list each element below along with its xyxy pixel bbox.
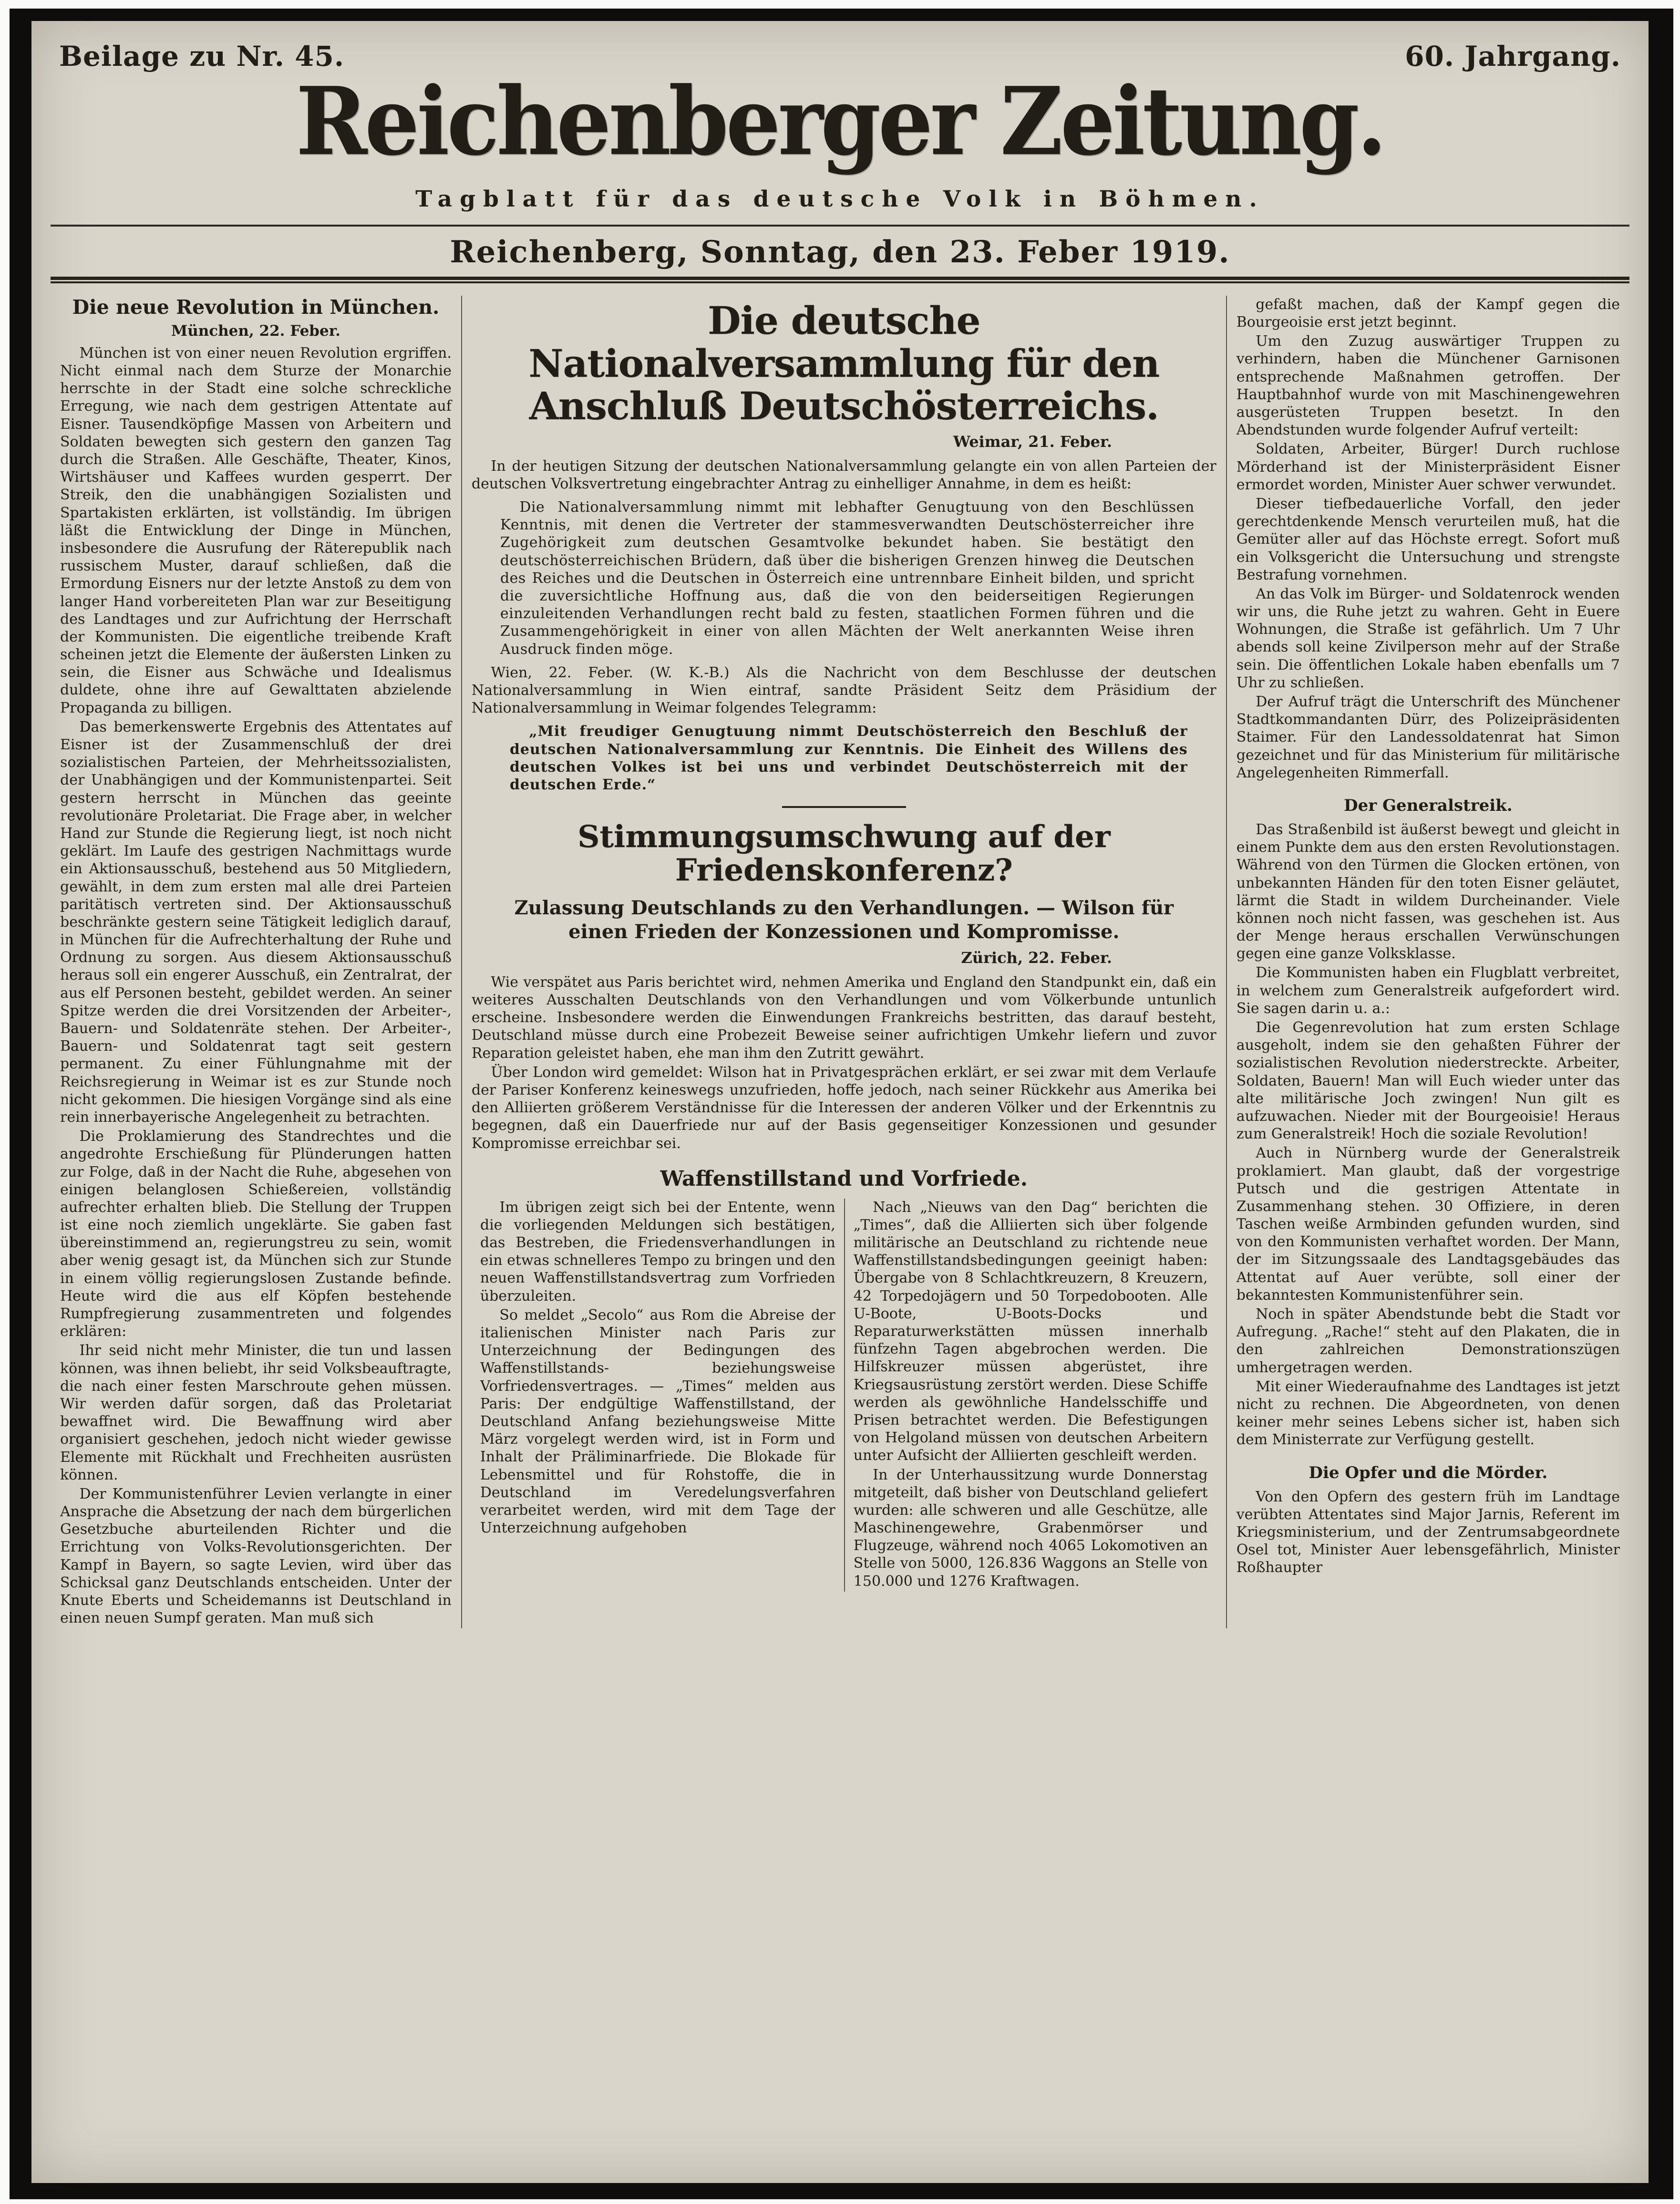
paragraph: Von den Opfern des gestern früh im Landtage verübten Attentates sind Major Jarnis, Referent im Kriegsministerium, und der Zentrumsabgeordnete Osel tot, Minister Auer lebensgefährlich, Minister Roßhaupter xyxy=(1236,1488,1620,1576)
paragraph: Nach „Nieuws van den Dag“ berichten die „Times“, daß die Alliierten sich über folgende militärische an Deutschland zu richtende neue Waffenstillstandsbedingungen geeinigt haben: Übergabe von 8 Schlachtkreuzern, 8 Kreuzern, 42 Torpedojägern und 50 Torpedobooten. Alle U-Boote, U-Boots-Docks und Reparaturwerkstätten müssen innerhalb fünfzehn Tagen abgebrochen werden. Die Hilfskreuzer müssen abgerüstet, ihre Kriegsausrüstung zerstört werden. Diese Schiffe werden als gewöhnliche Handelsschiffe und Prisen betrachtet werden. Die Befestigungen von Helgoland müssen von deutschen Arbeitern unter Aufsicht der Alliierten geschleift werden. xyxy=(853,1199,1208,1464)
masthead-subtitle: Tagblatt für das deutsche Volk in Böhmen. xyxy=(415,186,1265,212)
article-national-assembly xyxy=(472,300,1216,794)
paragraph: Wie verspätet aus Paris berichtet wird, nehmen Amerika und England den Standpunkt ein, daß ein weiteres Ausschalten Deutschlands von den Verhandlungen und vom Völkerbunde untunlich erscheine. Insbesondere werden die Einwendungen Frankreichs bestritten, das darauf besteht, Deutschland müsse durch eine Probezeit Beweise seiner aufrichtigen Umkehr liefern und zuvor Reparation geleistet haben, ehe man ihm den Zutritt gewährt. xyxy=(471,973,1216,1062)
paragraph: Die Gegenrevolution hat zum ersten Schlage ausgeholt, indem sie den gehaßten Führer der sozialistischen Revolution niederstreckte. Arbeiter, Soldaten, Bauern! Man will Euch wieder unter das alte militärische Joch zwingen! Nun gilt es aufzuwachen. Nieder mit der Bourgeoisie! Heraus zum Generalstreik! Hoch die soziale Revolution! xyxy=(1236,1019,1620,1143)
paragraph: Über London wird gemeldet: Wilson hat in Privatgesprächen erklärt, er sei zwar mit dem Verlaufe der Pariser Konferenz keineswegs unzufrieden, hoffe jedoch, nach seiner Rückkehr aus Amerika bei den Alliierten größerem Verständnisse für die Interessen der anderen Völker und der Erkenntnis zu begegnen, daß ein Dauerfriede nur auf der Basis gegenseitiger Konzessionen und gesunder Kompromisse erreichbar sei. xyxy=(471,1064,1216,1152)
paragraph: Auch in Nürnberg wurde der Generalstreik proklamiert. Man glaubt, daß der vorgestrige Putsch und die gestrigen Attentate in Zusammenhang stehen. 30 Offiziere, in deren Taschen weiße Armbinden gefunden wurden, sind von den Kommunisten verhaftet worden. Der Mann, der im Sitzungssaale des Landtagsgebäudes das Attentat auf Auer verübte, soll einer der bekanntesten Kommunistenführer sein. xyxy=(1236,1145,1620,1304)
article-headline: Waffenstillstand und Vorfriede. xyxy=(660,1166,1028,1191)
telegram-extract xyxy=(510,723,1188,794)
article-body xyxy=(60,344,452,1627)
section-title-generalstreik: Der Generalstreik. xyxy=(1344,796,1513,815)
article-subhead: Zulassung Deutschlands zu den Verhandlungen. — Wilson für einen Frieden der Konzessionen und Kompromisse. xyxy=(514,896,1174,943)
paragraph: gefaßt machen, daß der Kampf gegen die Bourgeoisie erst jetzt beginnt. xyxy=(1236,296,1620,331)
issue-note: Beilage zu Nr. 45. xyxy=(59,40,345,72)
munich-continuation xyxy=(1237,296,1620,782)
paragraph: Das bemerkenswerte Ergebnis des Attentates auf Eisner ist der Zusammenschluß der drei sozialistischen Parteien, der Mehrheitssozialisten, der Unabhängigen und der Kommunistenpartei. Seit gestern herrscht in München das geeinte revolutionäre Proletariat. Die Frage aber, in welcher Hand zur Stunde die Regierung liegt, ist noch nicht geklärt. Im Laufe des gestrigen Nachmittags wurde ein Aktionsausschuß, bestehend aus 50 Mitgliedern, gewählt, in dem zum ersten mal alle drei Parteien paritätisch vertreten sind. Der Aktionsausschuß beschränkte gestern seine Tätigkeit lediglich darauf, in München für die Aufrechterhaltung der Ruhe und Ordnung zu sorgen. Aus diesem Aktionsausschuß heraus soll ein engerer Ausschuß, ein Zentralrat, der aus elf Personen besteht, gebildet werden. An seiner Spitze werden die drei Vorsitzenden der Arbeiter-, Bauern- und Soldatenräte stehen. Der Arbeiter-, Bauern- und Soldatenrat tagt seit gestern permanent. Zu einer Fühlungnahme mit der Reichsregierung in Weimar ist es zur Stunde noch nicht gekommen. Die hiesigen Vorgänge sind als eine rein innerbayerische Angelegenheit zu betrachten. xyxy=(60,718,452,1126)
paragraph: Dieser tiefbedauerliche Vorfall, den jeder gerechtdenkende Mensch verurteilen muß, hat die Gemüter aller auf das Höchste erregt. Sofort muß ein Volksgericht die Untersuchung und strengste Bestrafung vornehmen. xyxy=(1236,495,1620,583)
paragraph: So meldet „Secolo“ aus Rom die Abreise der italienischen Minister nach Paris zur Unterzeichnung der Bedingungen des Waffenstillstands- beziehungsweise Vorfriedensvertrages. — „Times“ melden aus Paris: Der endgültige Waffenstillstand, der Deutschland Anfang beziehungsweise Mitte März vorgelegt werden wird, ist in Form und Inhalt der Präliminarfriede. Die Blokade für Lebensmittel und für Rohstoffe, die in Deutschland im Veredelungsverfahren verarbeitet werden, wird mit dem Tage der Unterzeichnung aufgehoben xyxy=(480,1306,835,1537)
edition-dateline: Reichenberg, Sonntag, den 23. Feber 1919. xyxy=(450,234,1230,270)
paragraph: Die Proklamierung des Standrechtes und die angedrohte Erschießung für Plünderungen hatten zur Folge, daß in der Nacht die Ruhe, abgesehen von einigen belanglosen Schießereien, vollständig aufrechter erhalten blieb. Die Stellung der Truppen ist eine noch ziemlich ungeklärte. Sie gaben fast übereinstimmend an, regierungstreu zu sein, womit aber wenig gesagt ist, da München sich zur Stunde in einem völlig regierungslosen Zustande befinde. Heute wird die aus elf Köpfen bestehende Rumpfregierung zusammentreten und folgendes erklären: xyxy=(60,1128,452,1340)
scan-frame xyxy=(10,9,1673,2199)
masthead-title: Reichenberger Zeitung. xyxy=(296,67,1384,176)
telegram-text: „Mit freudiger Genugtuung nimmt Deutschösterreich den Beschluß der deutschen Nationalversammlung zur Kenntnis. Die Einheit des Willens des deutschen Volkes ist bei uns und verbindet Deutschösterreich mit der deutschen Erde.“ xyxy=(509,723,1188,793)
armistice-subcolumns xyxy=(472,1199,1216,1592)
article-peace-conference xyxy=(472,820,1216,1152)
paragraph: Soldaten, Arbeiter, Bürger! Durch ruchlose Mörderhand ist der Ministerpräsident Eisner ermordet worden, Minister Auer schwer verwundet. xyxy=(1236,441,1620,493)
paragraph: München ist von einer neuen Revolution ergriffen. Nicht einmal nach dem Sturze der Monarchie herrschte in der Stadt eine solche schreckliche Erregung, wie nach dem gestrigen Attentate auf Eisner. Tausendköpfige Massen von Arbeitern und Soldaten bewegten sich gestern den ganzen Tag durch die Straßen. Alle Geschäfte, Theater, Kinos, Wirtshäuser und Kaffees wurden gesperrt. Der Streik, den die unabhängigen Sozialisten und Spartakisten erklärten, ist vollständig. Im übrigen läßt die Entwicklung der Dinge in München, insbesondere die Ausrufung der Räterepublik nach russischem Muster, darauf schließen, daß die Ermordung Eisners nur der letzte Anstoß zu dem von langer Hand vorbereiteten Plan war zur Beseitigung des Landtages und zur Aufrichtung der Herrschaft der Kommunisten. Die eigentliche treibende Kraft scheinen jetzt die Elemente der äußersten Linken zu sein, die Eisner aus Schwäche und Idealismus duldete, ohne ihre auf Gewalttaten abzielende Propaganda zu billigen. xyxy=(60,344,452,716)
paragraph: Im übrigen zeigt sich bei der Entente, wenn die vorliegenden Meldungen sich bestätigen, das Bestreben, die Friedensverhandlungen in ein etwas schnelleres Tempo zu bringen und den neuen Waffenstillstandsvertrag zum Vorfrieden überzuleiten. xyxy=(480,1199,835,1304)
separator-rule-double xyxy=(51,277,1629,283)
paragraph: Die Kommunisten haben ein Flugblatt verbreitet, in welchem zum Generalstreik aufgefordert wird. Sie sagen darin u. a.: xyxy=(1236,964,1620,1017)
resolution-extract xyxy=(500,498,1195,658)
article-armistice xyxy=(472,1167,1216,1592)
article-munich-revolution xyxy=(51,296,461,1629)
article-dateline: München, 22. Feber. xyxy=(171,322,340,340)
article-headline: Die deutsche Nationalversammlung für den Anschluß Deutschösterreichs. xyxy=(528,298,1160,429)
paragraph: Mit einer Wiederaufnahme des Landtages ist jetzt nicht zu rechnen. Die Abgeordneten, von denen keiner mehr seines Lebens sicher ist, haben sich dem Ministerrate zur Verfügung gestellt. xyxy=(1236,1378,1620,1449)
paragraph: Das Straßenbild ist äußerst bewegt und gleicht in einem Punkte dem aus den ersten Revolutionstagen. Während von den Türmen die Glocken ertönen, von unbekannten Händen für den toten Eisner geläutet, lärmt die Stadt in wildem Durcheinander. Viele können noch nicht fassen, was geschehen ist. Aus der Menge heraus erschallen Verwünschungen gegen eine ganze Volksklasse. xyxy=(1236,821,1620,962)
main-column xyxy=(461,296,1227,1629)
paragraph: An das Volk im Bürger- und Soldatenrock wenden wir uns, die Ruhe jetzt zu wahren. Geht in Euere Wohnungen, die Straße ist gefährlich. Um 7 Uhr abends soll keine Zivilperson mehr auf der Straße sein. Die öffentlichen Lokale haben ebenfalls um 7 Uhr zu schließen. xyxy=(1236,585,1620,691)
newspaper-page xyxy=(31,21,1649,2183)
article-title: Die neue Revolution in München. xyxy=(72,295,440,319)
armistice-right-subcolumn xyxy=(844,1199,1216,1592)
section-title-opfer: Die Opfer und die Mörder. xyxy=(1309,1463,1548,1482)
paragraph: Noch in später Abendstunde bebt die Stadt vor Aufregung. „Rache!“ steht auf den Plakaten, die in den zahlreichen Demonstrationszügen umhergetragen werden. xyxy=(1236,1306,1620,1376)
body-columns xyxy=(51,296,1629,1629)
paragraph: Um den Zuzug auswärtiger Truppen zu verhindern, haben die Münchener Garnisonen entsprechende Maßnahmen getroffen. Der Hauptbahnhof wurde von mit Maschinengewehren ausgerüsteten Truppen besetzt. In den Abendstunden wurde folgender Aufruf verteilt: xyxy=(1236,333,1620,439)
opfer-body xyxy=(1237,1488,1620,1577)
paragraph: Der Kommunistenführer Levien verlangte in einer Ansprache die Absetzung der nach dem bürgerlichen Gesetzbuche aburteilenden Richter und die Errichtung von Volks-Revolutionsgerichten. Der Kampf in Bayern, so sagte Levien, wird über das Schicksal ganz Deutschlands entscheiden. Unter der Knute Eberts und Scheidemanns ist Deutschland in einen neuen Sumpf geraten. Man muß sich xyxy=(60,1485,452,1627)
armistice-left-subcolumn xyxy=(472,1199,844,1592)
paragraph: In der Unterhaussitzung wurde Donnerstag mitgeteilt, daß bisher von Deutschland geliefert wurden: alle schweren und alle Geschütze, alle Maschinengewehre, Grabenmörser und Flugzeuge, während noch 4065 Lokomotiven an Stelle von 5000, 126.836 Waggons an Stelle von 150.000 und 1276 Kraftwagen. xyxy=(853,1466,1208,1590)
paragraph: Ihr seid nicht mehr Minister, die tun und lassen können, was ihnen beliebt, ihr seid Volksbeauftragte, die nach einer festen Marschroute gehen müssen. Wir werden dafür sorgen, daß das Proletariat bewaffnet wird. Die Bewaffnung wird aber organisiert geschehen, jedoch nicht wieder gewisse Elemente mit Rückhalt und Frechheiten ausrüsten können. xyxy=(60,1342,452,1483)
article-lead: In der heutigen Sitzung der deutschen Nationalversammlung gelangte ein von allen Parteien der deutschen Volksvertretung eingebrachter Antrag zu einhelliger Annahme, in dem es heißt: xyxy=(471,457,1216,492)
generalstreik-body xyxy=(1237,821,1620,1449)
separator-rule-top xyxy=(51,225,1629,227)
article-divider xyxy=(782,806,906,808)
article-headline: Stimmungsumschwung auf der Friedenskonferenz? xyxy=(577,819,1111,889)
volume-number: 60. Jahrgang. xyxy=(1405,40,1621,72)
resolution-text: Die Nationalversammlung nimmt mit lebhafter Genugtuung von den Beschlüssen Kenntnis, mit denen die Vertreter der stammesverwandten Deutschösterreicher ihre Zugehörigkeit zum deutschen Gesamtvolke bekundet haben. Sie bestätigt den deutschösterreichischen Brüdern, daß über die bisherigen Grenzen hinweg die Deutschen des Reiches und die Deutschen in Österreich eine untrennbare Einheit bilden, und spricht die zuversichtliche Hoffnung aus, daß die von den beiderseitigen Regierungen einzuleitenden Verhandlungen recht bald zu festen, staatlichen Formen führen und die Zusammengehörigkeit in einer von allen Mächten der Welt anerkannten Weise ihren Ausdruck finden möge. xyxy=(500,499,1195,658)
paragraph: Der Aufruf trägt die Unterschrift des Münchener Stadtkommandanten Dürr, des Polizeipräsidenten Staimer. Für den Landessoldatenrat hat Simon gezeichnet und für das Ministerium für militärische Angelegenheiten Rimmerfall. xyxy=(1236,693,1620,781)
article-body xyxy=(472,973,1216,1152)
vienna-report: Wien, 22. Feber. (W. K.-B.) Als die Nachricht von dem Beschlusse der deutschen Nationalversammlung in Wien eintraf, sandte Präsident Seitz dem Präsidium der Nationalversammlung in Weimar folgendes Telegramm: xyxy=(471,664,1216,717)
right-column xyxy=(1227,296,1629,1629)
article-dateline: Weimar, 21. Feber. xyxy=(953,432,1113,451)
article-dateline: Zürich, 22. Feber. xyxy=(961,948,1113,967)
